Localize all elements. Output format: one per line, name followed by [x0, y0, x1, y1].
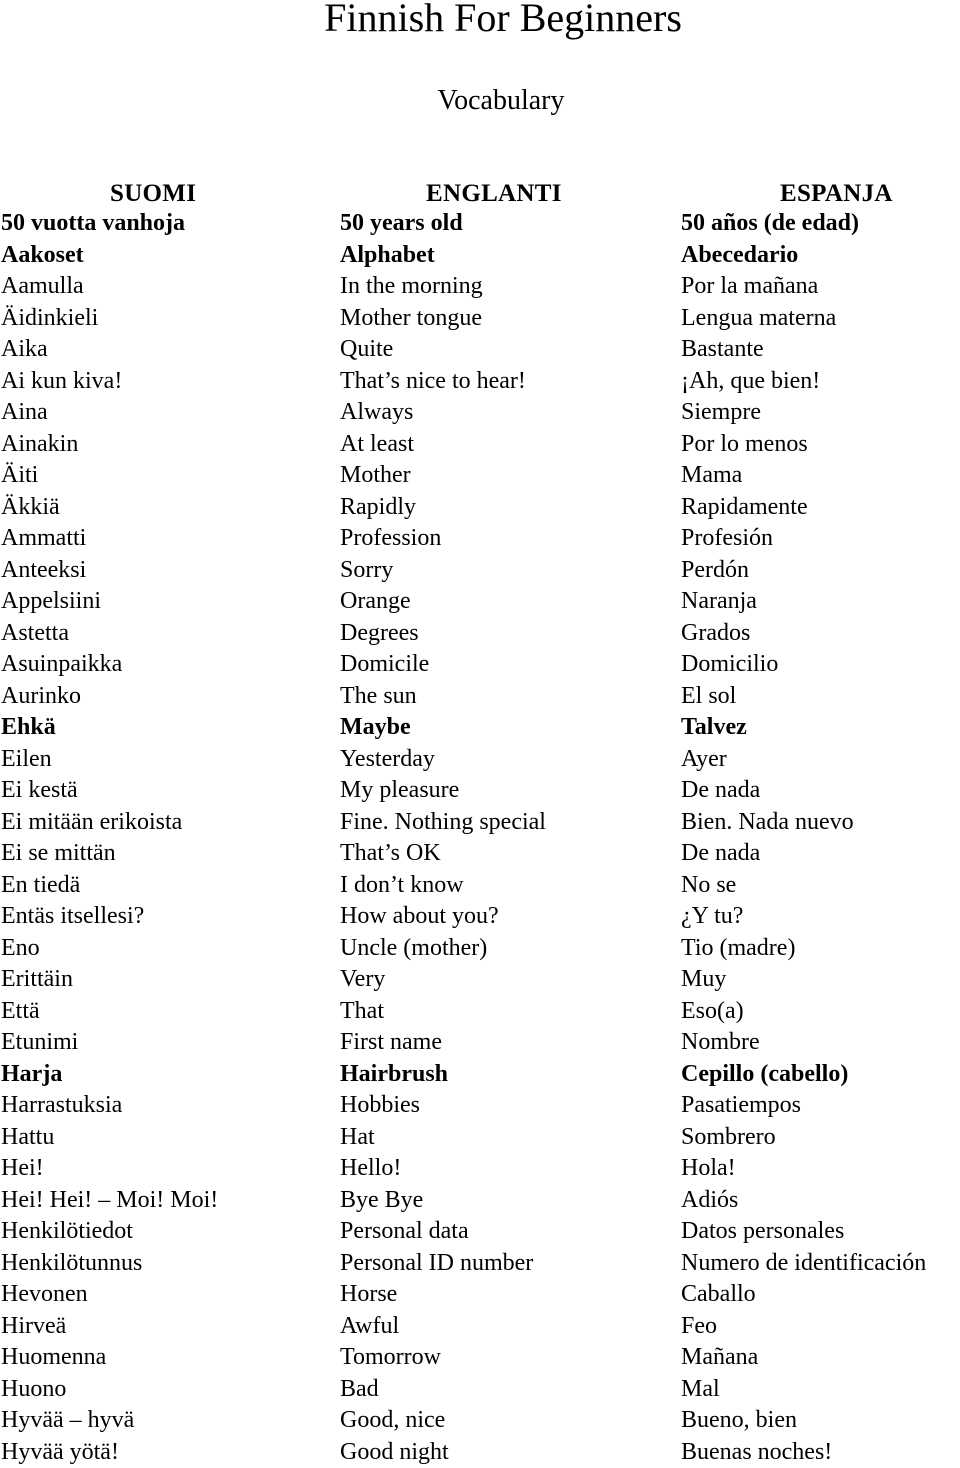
cell-englanti: My pleasure — [340, 775, 459, 807]
table-row — [0, 933, 960, 965]
cell-englanti: Sorry — [340, 555, 393, 587]
table-row — [0, 870, 960, 902]
cell-espanja: Feo — [681, 1311, 717, 1343]
cell-espanja: Talvez — [681, 712, 747, 744]
cell-suomi: Etunimi — [1, 1027, 78, 1059]
cell-englanti: Rapidly — [340, 492, 416, 524]
cell-englanti: First name — [340, 1027, 442, 1059]
cell-suomi: Astetta — [1, 618, 69, 650]
cell-suomi: Hei! — [1, 1153, 44, 1185]
cell-englanti: Personal ID number — [340, 1248, 533, 1280]
cell-espanja: Bueno, bien — [681, 1405, 797, 1437]
cell-englanti: Fine. Nothing special — [340, 807, 546, 839]
column-header-englanti: ENGLANTI — [426, 179, 562, 209]
cell-espanja: Tio (madre) — [681, 933, 795, 965]
cell-espanja: Domicilio — [681, 649, 778, 681]
cell-englanti: Mother — [340, 460, 411, 492]
cell-englanti: Good, nice — [340, 1405, 445, 1437]
cell-suomi: Anteeksi — [1, 555, 86, 587]
cell-suomi: Äkkiä — [1, 492, 60, 524]
cell-englanti: Uncle (mother) — [340, 933, 487, 965]
cell-suomi: Hyvää yötä! — [1, 1437, 119, 1468]
cell-suomi: Ei se mittän — [1, 838, 116, 870]
table-row — [0, 1059, 960, 1091]
cell-espanja: Ayer — [681, 744, 727, 776]
table-row — [0, 1405, 960, 1437]
cell-espanja: Lengua materna — [681, 303, 836, 335]
cell-espanja: ¡Ah, que bien! — [681, 366, 820, 398]
cell-englanti: 50 years old — [340, 208, 463, 240]
column-header-espanja: ESPANJA — [780, 179, 893, 209]
cell-espanja: Siempre — [681, 397, 761, 429]
cell-englanti: Bye Bye — [340, 1185, 423, 1217]
cell-espanja: De nada — [681, 838, 760, 870]
table-row — [0, 681, 960, 713]
cell-suomi: Hei! Hei! – Moi! Moi! — [1, 1185, 218, 1217]
table-row — [0, 1311, 960, 1343]
cell-espanja: El sol — [681, 681, 736, 713]
cell-englanti: Orange — [340, 586, 411, 618]
cell-suomi: Huomenna — [1, 1342, 106, 1374]
table-row — [0, 649, 960, 681]
table-row — [0, 964, 960, 996]
cell-espanja: Nombre — [681, 1027, 760, 1059]
cell-suomi: Henkilötunnus — [1, 1248, 142, 1280]
table-row — [0, 1185, 960, 1217]
cell-espanja: Bien. Nada nuevo — [681, 807, 854, 839]
cell-espanja: No se — [681, 870, 736, 902]
table-row — [0, 492, 960, 524]
table-row — [0, 838, 960, 870]
cell-englanti: At least — [340, 429, 414, 461]
cell-englanti: That’s nice to hear! — [340, 366, 526, 398]
cell-espanja: Caballo — [681, 1279, 756, 1311]
table-row — [0, 712, 960, 744]
cell-englanti: Profession — [340, 523, 441, 555]
cell-suomi: Entäs itsellesi? — [1, 901, 144, 933]
cell-suomi: Aika — [1, 334, 48, 366]
cell-englanti: In the morning — [340, 271, 483, 303]
cell-espanja: Pasatiempos — [681, 1090, 801, 1122]
cell-espanja: Adiós — [681, 1185, 738, 1217]
table-row — [0, 744, 960, 776]
table-row — [0, 460, 960, 492]
cell-espanja: Buenas noches! — [681, 1437, 832, 1468]
cell-englanti: Maybe — [340, 712, 411, 744]
cell-englanti: Bad — [340, 1374, 379, 1406]
table-row — [0, 366, 960, 398]
cell-suomi: Eno — [1, 933, 40, 965]
cell-englanti: Hat — [340, 1122, 375, 1154]
table-row — [0, 1279, 960, 1311]
cell-suomi: Aamulla — [1, 271, 84, 303]
cell-suomi: Eilen — [1, 744, 52, 776]
page-title: Finnish For Beginners — [0, 0, 960, 42]
cell-englanti: Tomorrow — [340, 1342, 441, 1374]
cell-espanja: Hola! — [681, 1153, 736, 1185]
table-row — [0, 240, 960, 272]
cell-suomi: 50 vuotta vanhoja — [1, 208, 185, 240]
cell-englanti: Very — [340, 964, 385, 996]
cell-espanja: Cepillo (cabello) — [681, 1059, 848, 1091]
cell-espanja: Mama — [681, 460, 742, 492]
cell-englanti: Quite — [340, 334, 393, 366]
cell-espanja: Eso(a) — [681, 996, 744, 1028]
table-row — [0, 1216, 960, 1248]
cell-suomi: Ainakin — [1, 429, 78, 461]
cell-suomi: Hattu — [1, 1122, 54, 1154]
cell-espanja: Mañana — [681, 1342, 758, 1374]
table-row — [0, 807, 960, 839]
table-row — [0, 1342, 960, 1374]
cell-espanja: Mal — [681, 1374, 720, 1406]
cell-suomi: Ei mitään erikoista — [1, 807, 182, 839]
cell-suomi: Henkilötiedot — [1, 1216, 133, 1248]
cell-espanja: Por lo menos — [681, 429, 808, 461]
cell-englanti: Hobbies — [340, 1090, 420, 1122]
cell-espanja: Por la mañana — [681, 271, 818, 303]
cell-englanti: Always — [340, 397, 413, 429]
cell-englanti: That — [340, 996, 384, 1028]
cell-suomi: Ai kun kiva! — [1, 366, 122, 398]
cell-espanja: Numero de identificación — [681, 1248, 926, 1280]
table-row — [0, 1248, 960, 1280]
cell-espanja: Abecedario — [681, 240, 798, 272]
table-row — [0, 1153, 960, 1185]
table-row — [0, 271, 960, 303]
table-row — [0, 775, 960, 807]
cell-suomi: Aurinko — [1, 681, 81, 713]
cell-espanja: 50 años (de edad) — [681, 208, 859, 240]
table-row — [0, 1437, 960, 1468]
table-row — [0, 1374, 960, 1406]
cell-englanti: Good night — [340, 1437, 449, 1468]
cell-suomi: Harja — [1, 1059, 62, 1091]
cell-suomi: Että — [1, 996, 40, 1028]
table-row — [0, 334, 960, 366]
table-row — [0, 555, 960, 587]
table-row — [0, 901, 960, 933]
cell-englanti: Horse — [340, 1279, 397, 1311]
column-header-suomi: SUOMI — [110, 179, 196, 209]
cell-suomi: Huono — [1, 1374, 66, 1406]
cell-suomi: Ammatti — [1, 523, 86, 555]
table-row — [0, 586, 960, 618]
cell-englanti: Hairbrush — [340, 1059, 448, 1091]
cell-englanti: Hello! — [340, 1153, 401, 1185]
cell-englanti: The sun — [340, 681, 417, 713]
cell-suomi: Hirveä — [1, 1311, 66, 1343]
table-row — [0, 618, 960, 650]
cell-englanti: Mother tongue — [340, 303, 482, 335]
cell-suomi: Asuinpaikka — [1, 649, 122, 681]
cell-espanja: Bastante — [681, 334, 764, 366]
cell-suomi: Appelsiini — [1, 586, 101, 618]
cell-espanja: De nada — [681, 775, 760, 807]
cell-englanti: Alphabet — [340, 240, 435, 272]
cell-suomi: Äidinkieli — [1, 303, 98, 335]
cell-espanja: ¿Y tu? — [681, 901, 743, 933]
cell-suomi: Ehkä — [1, 712, 56, 744]
cell-suomi: Aina — [1, 397, 48, 429]
cell-englanti: Degrees — [340, 618, 419, 650]
cell-englanti: Domicile — [340, 649, 429, 681]
cell-espanja: Naranja — [681, 586, 757, 618]
cell-suomi: En tiedä — [1, 870, 80, 902]
table-row — [0, 208, 960, 240]
cell-espanja: Rapidamente — [681, 492, 808, 524]
table-row — [0, 996, 960, 1028]
cell-espanja: Muy — [681, 964, 726, 996]
table-row — [0, 303, 960, 335]
cell-espanja: Sombrero — [681, 1122, 776, 1154]
cell-suomi: Erittäin — [1, 964, 73, 996]
cell-englanti: Awful — [340, 1311, 399, 1343]
cell-suomi: Ei kestä — [1, 775, 78, 807]
page-subtitle: Vocabulary — [0, 84, 960, 118]
cell-suomi: Harrastuksia — [1, 1090, 122, 1122]
table-row — [0, 1122, 960, 1154]
cell-espanja: Perdón — [681, 555, 749, 587]
cell-espanja: Profesión — [681, 523, 773, 555]
cell-suomi: Aakoset — [1, 240, 84, 272]
table-row — [0, 1090, 960, 1122]
cell-englanti: How about you? — [340, 901, 499, 933]
cell-espanja: Datos personales — [681, 1216, 844, 1248]
cell-suomi: Hyvää – hyvä — [1, 1405, 134, 1437]
table-row — [0, 429, 960, 461]
cell-espanja: Grados — [681, 618, 750, 650]
cell-suomi: Hevonen — [1, 1279, 88, 1311]
cell-englanti: That’s OK — [340, 838, 441, 870]
cell-englanti: Yesterday — [340, 744, 435, 776]
table-row — [0, 397, 960, 429]
cell-englanti: I don’t know — [340, 870, 464, 902]
table-row — [0, 523, 960, 555]
cell-englanti: Personal data — [340, 1216, 469, 1248]
vocabulary-table — [0, 208, 960, 1468]
cell-suomi: Äiti — [1, 460, 38, 492]
table-row — [0, 1027, 960, 1059]
